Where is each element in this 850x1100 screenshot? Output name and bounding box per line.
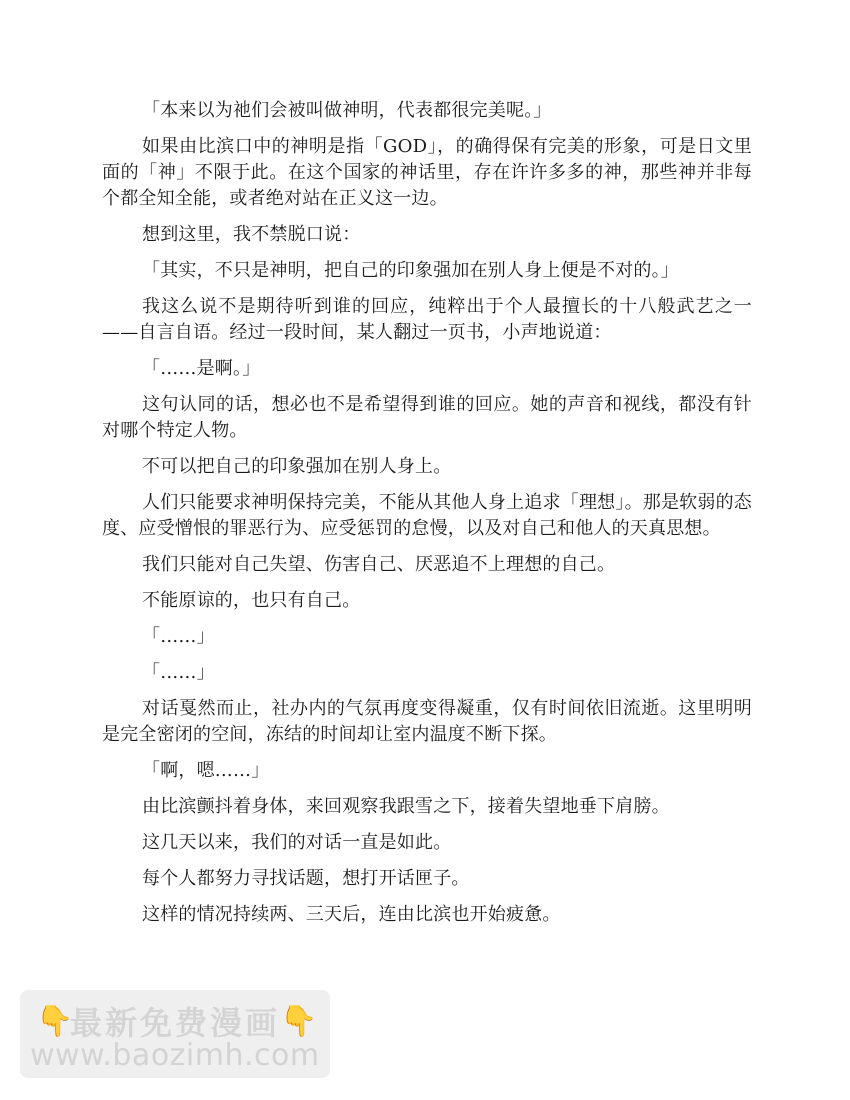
paragraph: 这句认同的话，想必也不是希望得到谁的回应。她的声音和视线，都没有针对哪个特定人物。 xyxy=(102,394,752,441)
pointing-down-hand-icon: 👇 xyxy=(280,1003,321,1039)
paragraph: 「……是啊。」 xyxy=(142,358,261,379)
paragraph: 我这么说不是期待听到谁的回应，纯粹出于个人最擅长的十八般武艺之一——自言自语。经过一段时间，某人翻过一页书，小声地说道： xyxy=(102,296,752,343)
paragraph: 「其实，不只是神明，把自己的印象强加在别人身上便是不对的。」 xyxy=(142,260,679,281)
paragraph: 如果由比滨口中的神明是指「GOD」，的确得保有完美的形象，可是日文里面的「神」不限于此。在这个国家的神话里，存在许许多多的神，那些神并非每个都全知全能，或者绝对站在正义这一边。 xyxy=(102,136,752,209)
paragraph: 这几天以来，我们的对话一直是如此。 xyxy=(142,832,452,853)
paragraph: 不可以把自己的印象强加在别人身上。 xyxy=(142,456,452,477)
paragraph: 「……」 xyxy=(142,626,215,647)
document-body xyxy=(102,98,752,938)
paragraph: 由比滨颤抖着身体，来回观察我跟雪之下，接着失望地垂下肩膀。 xyxy=(142,796,670,817)
paragraph: 想到这里，我不禁脱口说： xyxy=(142,224,361,245)
paragraph: 对话戛然而止，社办内的气氛再度变得凝重，仅有时间依旧流逝。这里明明是完全密闭的空间，冻结的时间却让室内温度不断下探。 xyxy=(102,698,752,745)
paragraph: 人们只能要求神明保持完美，不能从其他人身上追求「理想」。那是软弱的态度、应受憎恨的罪恶行为、应受惩罚的怠慢，以及对自己和他人的天真思想。 xyxy=(102,492,752,539)
paragraph: 「……」 xyxy=(142,662,215,683)
watermark-url: www.baozimh.com xyxy=(30,1038,320,1073)
pointing-down-hand-icon: 👇 xyxy=(36,1003,77,1039)
watermark xyxy=(20,990,330,1078)
paragraph: 每个人都努力寻找话题，想打开话匣子。 xyxy=(142,868,470,889)
paragraph: 我们只能对自己失望、伤害自己、厌恶追不上理想的自己。 xyxy=(142,554,616,575)
paragraph: 「本来以为祂们会被叫做神明，代表都很完美呢。」 xyxy=(142,100,552,121)
paragraph: 不能原谅的，也只有自己。 xyxy=(142,590,361,611)
watermark-title: 最新免费漫画 xyxy=(70,1004,281,1042)
paragraph: 「啊，嗯……」 xyxy=(142,760,270,781)
paragraph: 这样的情况持续两、三天后，连由比滨也开始疲惫。 xyxy=(142,904,561,925)
